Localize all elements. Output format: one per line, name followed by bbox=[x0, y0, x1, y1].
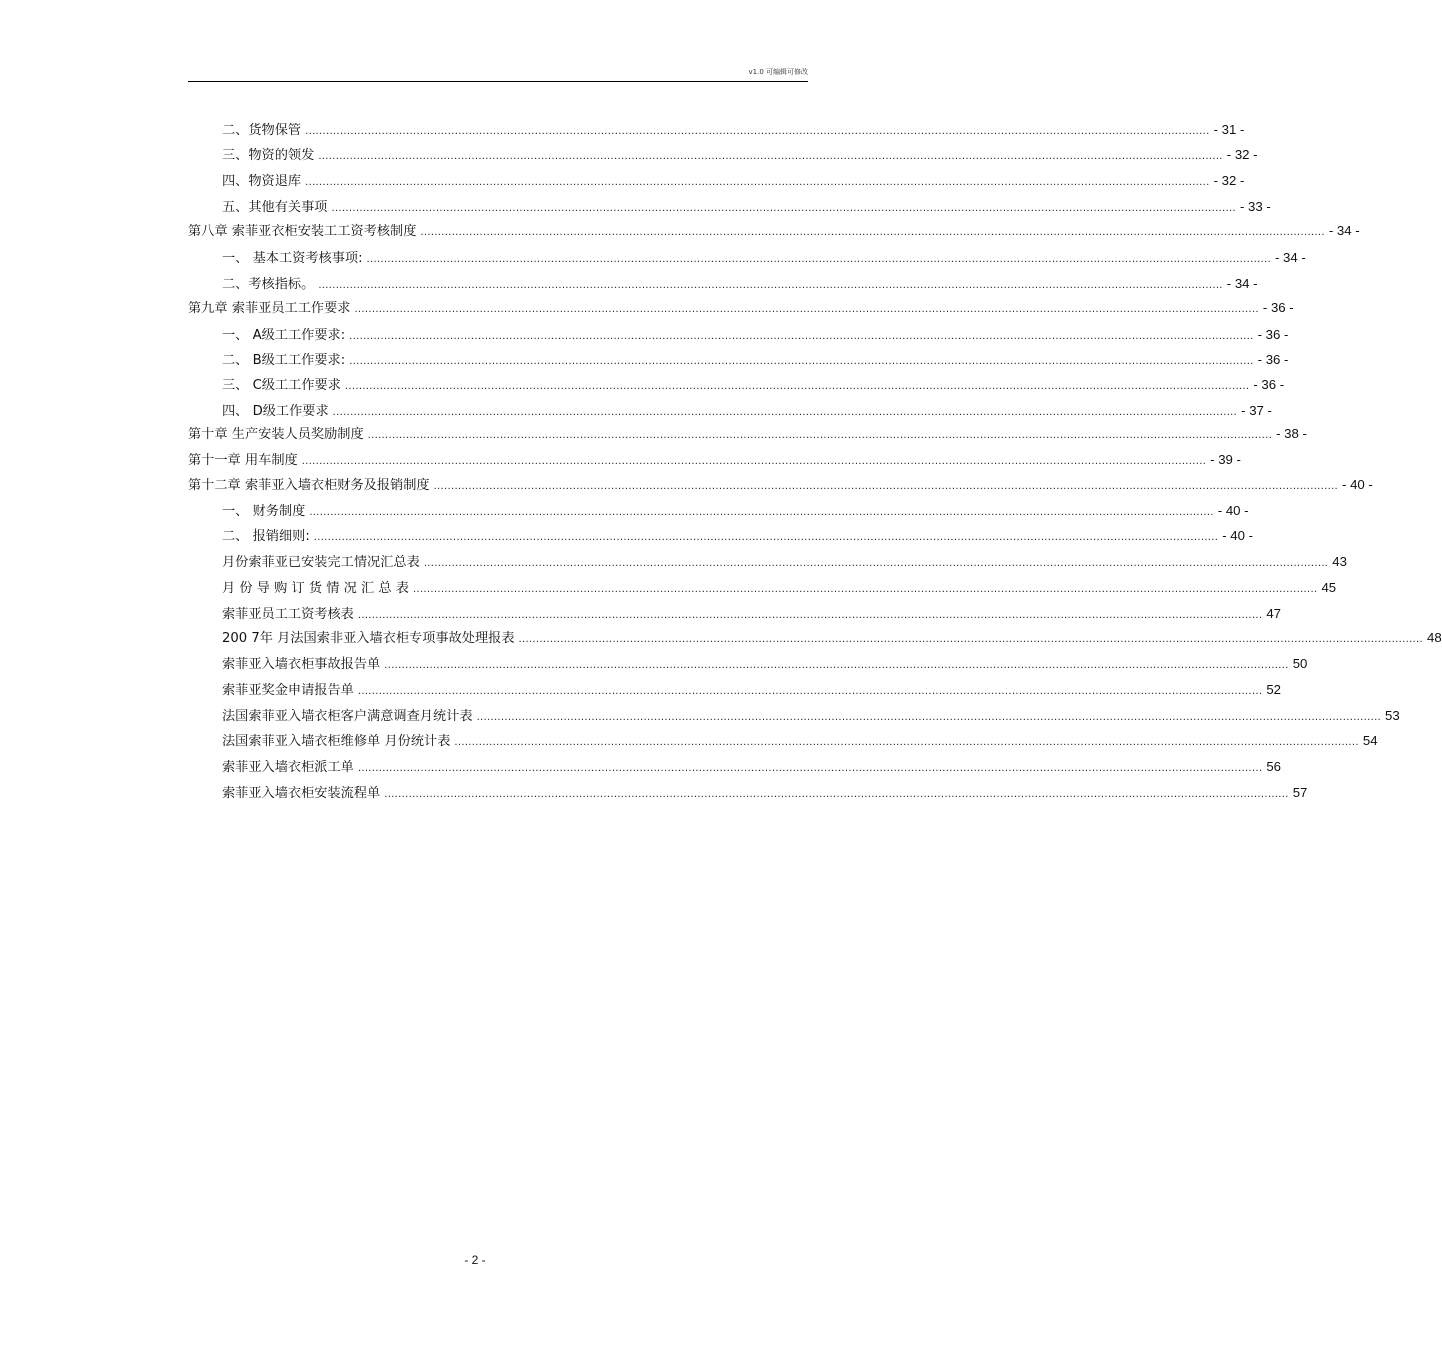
header-version-tag: v1.0 可编辑可修改 bbox=[748, 68, 808, 76]
toc-entry-page: - 38 - bbox=[1276, 426, 1307, 441]
toc-entry-page: - 34 - bbox=[1226, 276, 1258, 291]
toc-entry-label: 200 7年 月法国索非亚入墙衣柜专项事故处理报表 bbox=[222, 631, 515, 646]
toc-entry-page: 56 bbox=[1266, 759, 1282, 774]
toc-entry[interactable] bbox=[222, 172, 1245, 190]
toc-entry[interactable] bbox=[222, 121, 1245, 139]
toc-entry-page: - 33 - bbox=[1239, 199, 1271, 214]
toc-entry-page: 53 bbox=[1385, 708, 1400, 723]
toc-entry-label: 月份索菲亚已安装完工情况汇总表 bbox=[222, 555, 420, 570]
toc-leader-dots: .................................................................................................................................................................................................................................................................... bbox=[344, 381, 1250, 392]
toc-form-entry[interactable] bbox=[222, 732, 1378, 750]
toc-leader-dots: .................................................................................................................................................................................................................................................................... bbox=[313, 532, 1219, 543]
toc-entry-page: 54 bbox=[1362, 733, 1378, 748]
toc-entry-page: - 36 - bbox=[1262, 300, 1294, 315]
toc-form-entry[interactable] bbox=[222, 605, 1282, 623]
toc-entry[interactable] bbox=[222, 275, 1258, 293]
toc-leader-dots: .................................................................................................................................................................................................................................................................... bbox=[354, 304, 1259, 315]
toc-entry-label: 索菲亚奖金申请报告单 bbox=[222, 683, 354, 698]
toc-form-entry[interactable] bbox=[222, 655, 1308, 673]
toc-leader-dots: .................................................................................................................................................................................................................................................................... bbox=[305, 126, 1210, 137]
toc-leader-dots: .................................................................................................................................................................................................................................................................... bbox=[318, 280, 1223, 291]
toc-leader-dots: .................................................................................................................................................................................................................................................................... bbox=[318, 151, 1223, 162]
toc-entry-label: 四、物资退库 bbox=[222, 174, 302, 189]
toc-entry-page: - 36 - bbox=[1253, 377, 1285, 392]
toc-entry-page: - 36 - bbox=[1257, 352, 1289, 367]
toc-entry-page: - 37 - bbox=[1241, 403, 1272, 418]
toc-form-entry[interactable] bbox=[222, 784, 1308, 802]
toc-entry-page: - 31 - bbox=[1213, 122, 1245, 137]
toc-leader-dots: .................................................................................................................................................................................................................................................................... bbox=[433, 481, 1339, 492]
toc-chapter-entry[interactable] bbox=[188, 451, 1241, 469]
toc-entry-label: 法国索菲亚入墙衣柜维修单 月份统计表 bbox=[222, 734, 451, 749]
toc-entry[interactable] bbox=[222, 527, 1254, 545]
toc-entry[interactable] bbox=[222, 249, 1306, 267]
toc-chapter-entry[interactable] bbox=[188, 222, 1360, 240]
toc-entry-label: 一、 A级工工作要求: bbox=[222, 328, 346, 343]
toc-leader-dots: .................................................................................................................................................................................................................................................................... bbox=[476, 712, 1382, 723]
toc-entry-label: 第九章 索菲亚员工工作要求 bbox=[188, 301, 351, 316]
toc-entry-label: 第八章 索菲亚衣柜安装工工资考核制度 bbox=[188, 224, 417, 239]
toc-entry-label: 索菲亚入墙衣柜派工单 bbox=[222, 760, 354, 775]
toc-entry-label: 二、 报销细则: bbox=[222, 529, 310, 544]
toc-leader-dots: .................................................................................................................................................................................................................................................................... bbox=[357, 610, 1263, 621]
toc-entry-label: 二、货物保管 bbox=[222, 123, 302, 138]
toc-leader-dots: .................................................................................................................................................................................................................................................................... bbox=[367, 430, 1273, 441]
toc-entry-label: 五、其他有关事项 bbox=[222, 200, 328, 215]
toc-entry-label: 一、 财务制度 bbox=[222, 504, 306, 519]
toc-entry-page: - 40 - bbox=[1342, 477, 1373, 492]
toc-entry[interactable] bbox=[222, 146, 1258, 164]
toc-entry[interactable] bbox=[222, 351, 1289, 369]
toc-form-entry[interactable] bbox=[222, 707, 1400, 725]
toc-entry[interactable] bbox=[222, 376, 1285, 394]
toc-entry-page: - 34 - bbox=[1328, 223, 1360, 238]
toc-entry-label: 二、 B级工工作要求: bbox=[222, 353, 346, 368]
toc-leader-dots: .................................................................................................................................................................................................................................................................... bbox=[331, 203, 1236, 214]
toc-leader-dots: .................................................................................................................................................................................................................................................................... bbox=[384, 660, 1289, 671]
toc-leader-dots: .................................................................................................................................................................................................................................................................... bbox=[309, 507, 1214, 518]
toc-entry[interactable] bbox=[222, 326, 1289, 344]
toc-leader-dots: .................................................................................................................................................................................................................................................................... bbox=[349, 356, 1254, 367]
toc-leader-dots: .................................................................................................................................................................................................................................................................... bbox=[305, 177, 1210, 188]
toc-form-entry[interactable] bbox=[222, 681, 1282, 699]
toc-entry-page: - 40 - bbox=[1222, 528, 1254, 543]
toc-entry-page: 43 bbox=[1332, 554, 1347, 569]
toc-entry-label: 四、 D级工作要求 bbox=[222, 404, 329, 419]
toc-entry-page: - 40 - bbox=[1217, 503, 1249, 518]
toc-entry-label: 第十二章 索菲亚入墙衣柜财务及报销制度 bbox=[188, 478, 430, 493]
toc-entry-page: - 34 - bbox=[1274, 250, 1306, 265]
toc-leader-dots: .................................................................................................................................................................................................................................................................... bbox=[384, 789, 1289, 800]
toc-leader-dots: .................................................................................................................................................................................................................................................................... bbox=[454, 737, 1359, 748]
toc-form-entry[interactable] bbox=[222, 629, 1442, 647]
toc-leader-dots: .................................................................................................................................................................................................................................................................... bbox=[420, 227, 1325, 238]
toc-entry-label: 法国索菲亚入墙衣柜客户满意调查月统计表 bbox=[222, 709, 473, 724]
toc-entry-label: 三、 C级工工作要求 bbox=[222, 378, 341, 393]
toc-leader-dots: .................................................................................................................................................................................................................................................................... bbox=[332, 407, 1238, 418]
toc-leader-dots: .................................................................................................................................................................................................................................................................... bbox=[412, 584, 1318, 595]
header-divider bbox=[188, 81, 808, 82]
toc-entry-label: 索菲亚入墙衣柜安装流程单 bbox=[222, 786, 381, 801]
toc-leader-dots: .................................................................................................................................................................................................................................................................... bbox=[349, 331, 1254, 342]
toc-chapter-entry[interactable] bbox=[188, 476, 1373, 494]
toc-form-entry[interactable] bbox=[222, 579, 1337, 597]
toc-leader-dots: .................................................................................................................................................................................................................................................................... bbox=[518, 634, 1423, 645]
toc-entry-label: 第十章 生产安装人员奖励制度 bbox=[188, 427, 364, 442]
toc-entry-page: 52 bbox=[1266, 682, 1282, 697]
toc-leader-dots: .................................................................................................................................................................................................................................................................... bbox=[423, 558, 1329, 569]
toc-leader-dots: .................................................................................................................................................................................................................................................................... bbox=[366, 254, 1271, 265]
toc-entry-label: 索菲亚入墙衣柜事故报告单 bbox=[222, 657, 381, 672]
toc-entry-page: - 32 - bbox=[1213, 173, 1245, 188]
toc-entry-label: 二、考核指标。 bbox=[222, 277, 315, 292]
toc-form-entry[interactable] bbox=[222, 758, 1282, 776]
toc-entry-label: 第十一章 用车制度 bbox=[188, 453, 298, 468]
toc-chapter-entry[interactable] bbox=[188, 425, 1307, 443]
toc-entry-label: 索菲亚员工工资考核表 bbox=[222, 607, 354, 622]
toc-entry-label: 一、 基本工资考核事项: bbox=[222, 251, 363, 266]
toc-entry-page: 57 bbox=[1292, 785, 1308, 800]
toc-entry[interactable] bbox=[222, 502, 1249, 520]
toc-entry-page: 50 bbox=[1292, 656, 1308, 671]
toc-entry-page: - 32 - bbox=[1226, 147, 1258, 162]
toc-leader-dots: .................................................................................................................................................................................................................................................................... bbox=[357, 686, 1263, 697]
page-number: - 2 - bbox=[464, 1253, 486, 1267]
toc-entry-page: 47 bbox=[1266, 606, 1282, 621]
toc-leader-dots: .................................................................................................................................................................................................................................................................... bbox=[357, 763, 1263, 774]
toc-form-entry[interactable] bbox=[222, 553, 1347, 571]
toc-entry-label: 三、物资的领发 bbox=[222, 148, 315, 163]
toc-entry-page: 45 bbox=[1321, 580, 1337, 595]
toc-entry-page: - 39 - bbox=[1210, 452, 1241, 467]
toc-entry-label: 月 份 导 购 订 货 情 况 汇 总 表 bbox=[222, 581, 409, 596]
toc-entry-page: - 36 - bbox=[1257, 327, 1289, 342]
toc-leader-dots: .................................................................................................................................................................................................................................................................... bbox=[301, 456, 1207, 467]
toc-entry[interactable] bbox=[222, 198, 1271, 216]
toc-entry-page: 48 bbox=[1426, 630, 1442, 645]
toc-chapter-entry[interactable] bbox=[188, 299, 1294, 317]
toc-entry[interactable] bbox=[222, 402, 1272, 420]
